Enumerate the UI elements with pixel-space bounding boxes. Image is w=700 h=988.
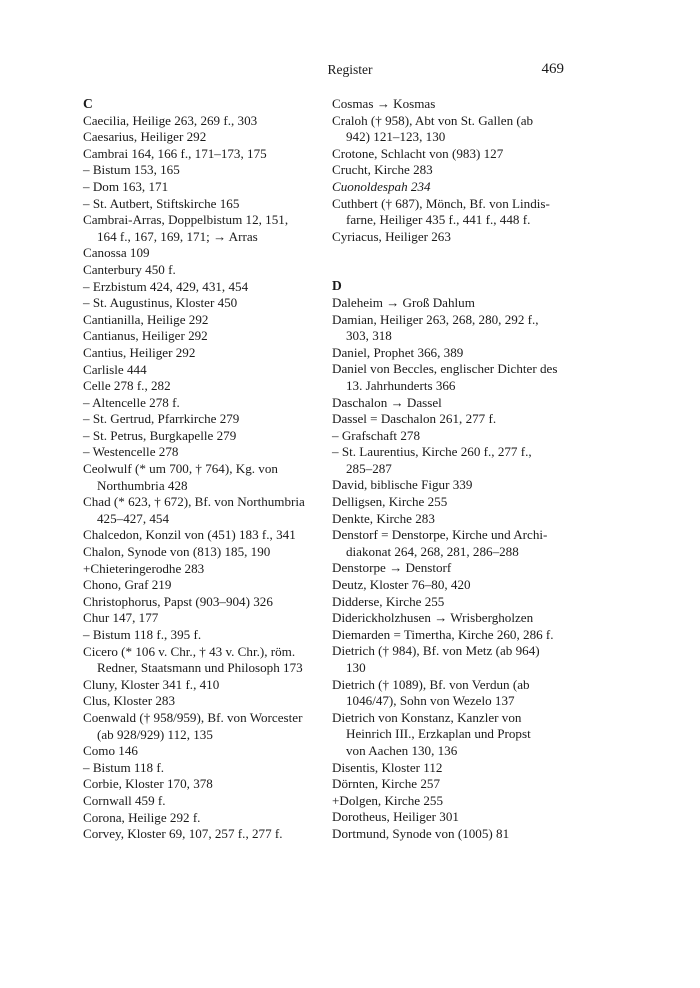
index-entry: Chono, Graf 219 bbox=[83, 577, 172, 593]
index-entry-continuation: 942) 121–123, 130 bbox=[346, 129, 446, 145]
index-entry: Denkte, Kirche 283 bbox=[332, 510, 435, 526]
index-entry-continuation: 164 f., 167, 169, 171; → Arras bbox=[97, 228, 258, 244]
index-entry-continuation: Northumbria 428 bbox=[97, 477, 188, 493]
index-entry: Carlisle 444 bbox=[83, 361, 147, 377]
index-entry: Diderickholzhusen → Wrisbergholzen bbox=[332, 610, 534, 626]
page-number: 469 bbox=[541, 61, 564, 77]
index-entry: Cicero (* 106 v. Chr., † 43 v. Chr.), röm. bbox=[83, 643, 296, 659]
index-entry-continuation: Heinrich III., Erzkaplan und Propst bbox=[346, 726, 531, 742]
running-head bbox=[0, 62, 700, 80]
index-entry: Cluny, Kloster 341 f., 410 bbox=[83, 676, 220, 692]
index-entry: Chalcedon, Konzil von (451) 183 f., 341 bbox=[83, 527, 296, 543]
index-entry: Chad (* 623, † 672), Bf. von Northumbria bbox=[83, 494, 305, 510]
index-entry: Cuonoldespah 234 bbox=[332, 178, 431, 194]
index-entry: Cantius, Heiliger 292 bbox=[83, 344, 196, 360]
index-entry-continuation: 285–287 bbox=[346, 460, 392, 476]
index-entry: Corbie, Kloster 170, 378 bbox=[83, 776, 213, 792]
index-entry-continuation: diakonat 264, 268, 281, 286–288 bbox=[346, 543, 519, 559]
index-entry: Cantianus, Heiliger 292 bbox=[83, 328, 208, 344]
index-entry: Chur 147, 177 bbox=[83, 610, 159, 626]
index-entry: Coenwald († 958/959), Bf. von Worcester bbox=[83, 709, 303, 725]
index-entry: Dietrich von Konstanz, Kanzler von bbox=[332, 709, 522, 725]
index-entry: Cornwall 459 f. bbox=[83, 792, 166, 808]
index-entry-continuation: (ab 928/929) 112, 135 bbox=[97, 726, 213, 742]
index-subentry: – Bistum 118 f., 395 f. bbox=[83, 627, 202, 642]
index-entry: Canossa 109 bbox=[83, 245, 150, 261]
index-entry: Como 146 bbox=[83, 743, 138, 759]
index-entry: Crucht, Kirche 283 bbox=[332, 162, 433, 178]
index-entry: Dortmund, Synode von (1005) 81 bbox=[332, 825, 510, 841]
index-entry: Caecilia, Heilige 263, 269 f., 303 bbox=[83, 112, 258, 128]
index-entry-continuation: 1046/47), Sohn von Wezelo 137 bbox=[346, 693, 515, 709]
index-subentry: – Bistum 118 f. bbox=[83, 759, 164, 775]
section-letter-d: D bbox=[332, 278, 342, 294]
index-entry: Cosmas → Kosmas bbox=[332, 96, 436, 111]
index-entry: Cuthbert († 687), Mönch, Bf. von Lindis- bbox=[332, 195, 550, 211]
index-subentry: – Altencelle 278 f. bbox=[83, 394, 180, 410]
index-subentry: – St. Augustinus, Kloster 450 bbox=[83, 295, 238, 311]
index-entry: +Dolgen, Kirche 255 bbox=[332, 792, 444, 808]
index-subentry: – Erzbistum 424, 429, 431, 454 bbox=[83, 278, 249, 294]
index-entry: Disentis, Kloster 112 bbox=[332, 759, 443, 775]
index-entry: Crotone, Schlacht von (983) 127 bbox=[332, 145, 504, 161]
index-column-left bbox=[83, 96, 316, 843]
index-subentry: – Grafschaft 278 bbox=[332, 427, 420, 443]
index-entry: Cambrai-Arras, Doppelbistum 12, 151, bbox=[83, 212, 289, 228]
index-entry: Dörnten, Kirche 257 bbox=[332, 776, 440, 792]
section-letter-c: C bbox=[83, 96, 93, 111]
index-subentry: – Bistum 153, 165 bbox=[83, 162, 180, 178]
index-entry: Ceolwulf (* um 700, † 764), Kg. von bbox=[83, 461, 278, 477]
index-entry: Cantianilla, Heilige 292 bbox=[83, 311, 209, 327]
index-entry: Daniel von Beccles, englischer Dichter des bbox=[332, 361, 558, 377]
index-subentry: – Dom 163, 171 bbox=[83, 178, 169, 194]
index-entry: Cambrai 164, 166 f., 171–173, 175 bbox=[83, 145, 267, 161]
index-entry: Delligsen, Kirche 255 bbox=[332, 494, 448, 510]
index-column-right bbox=[332, 96, 565, 843]
index-entry: +Chieteringerodhe 283 bbox=[83, 560, 205, 576]
index-entry: Dietrich († 1089), Bf. von Verdun (ab bbox=[332, 676, 530, 692]
index-entry-continuation: 425–427, 454 bbox=[97, 510, 170, 526]
index-subentry: – St. Petrus, Burgkapelle 279 bbox=[83, 427, 237, 443]
index-entry-continuation: 13. Jahrhunderts 366 bbox=[346, 377, 456, 393]
index-entry: Craloh († 958), Abt von St. Gallen (ab bbox=[332, 112, 534, 128]
index-entry: Corona, Heilige 292 f. bbox=[83, 809, 201, 825]
index-entry: Canterbury 450 f. bbox=[83, 261, 176, 277]
index-entry: David, biblische Figur 339 bbox=[332, 477, 473, 493]
index-entry: Clus, Kloster 283 bbox=[83, 693, 176, 709]
index-entry: Daschalon → Dassel bbox=[332, 394, 442, 410]
index-entry: Daniel, Prophet 366, 389 bbox=[332, 344, 464, 360]
index-entry: Christophorus, Papst (903–904) 326 bbox=[83, 593, 273, 609]
index-entry: Diemarden = Timertha, Kirche 260, 286 f. bbox=[332, 626, 554, 642]
index-entry: Chalon, Synode von (813) 185, 190 bbox=[83, 544, 271, 560]
index-entry: Dorotheus, Heiliger 301 bbox=[332, 809, 459, 825]
index-entry: Cyriacus, Heiliger 263 bbox=[332, 228, 451, 244]
index-entry: Denstorpe → Denstorf bbox=[332, 560, 452, 576]
index-entry-continuation: farne, Heiliger 435 f., 441 f., 448 f. bbox=[346, 212, 531, 228]
index-entry: Deutz, Kloster 76–80, 420 bbox=[332, 577, 471, 593]
index-entry-continuation: Redner, Staatsmann und Philosoph 173 bbox=[97, 660, 303, 676]
running-title: Register bbox=[327, 62, 373, 77]
index-entry: Damian, Heiliger 263, 268, 280, 292 f., bbox=[332, 311, 539, 327]
section-gap bbox=[332, 245, 565, 278]
index-entry: Denstorf = Denstorpe, Kirche und Archi- bbox=[332, 527, 548, 543]
index-entry: Celle 278 f., 282 bbox=[83, 378, 171, 394]
index-entry-continuation: 303, 318 bbox=[346, 328, 392, 344]
index-entry: Dassel = Daschalon 261, 277 f. bbox=[332, 411, 497, 427]
index-entry: Daleheim → Groß Dahlum bbox=[332, 294, 475, 310]
index-subentry: – St. Gertrud, Pfarrkirche 279 bbox=[83, 411, 240, 427]
index-entry: Corvey, Kloster 69, 107, 257 f., 277 f. bbox=[83, 826, 283, 842]
index-entry: Dietrich († 984), Bf. von Metz (ab 964) bbox=[332, 643, 540, 659]
index-entry-continuation: 130 bbox=[346, 660, 366, 675]
index-subentry: – St. Autbert, Stiftskirche 165 bbox=[83, 195, 240, 211]
index-entry: Caesarius, Heiliger 292 bbox=[83, 129, 207, 145]
index-subentry: – Westencelle 278 bbox=[83, 444, 179, 460]
index-entry: Didderse, Kirche 255 bbox=[332, 593, 445, 609]
index-entry-continuation: von Aachen 130, 136 bbox=[346, 742, 458, 758]
index-subentry: – St. Laurentius, Kirche 260 f., 277 f., bbox=[332, 444, 532, 460]
